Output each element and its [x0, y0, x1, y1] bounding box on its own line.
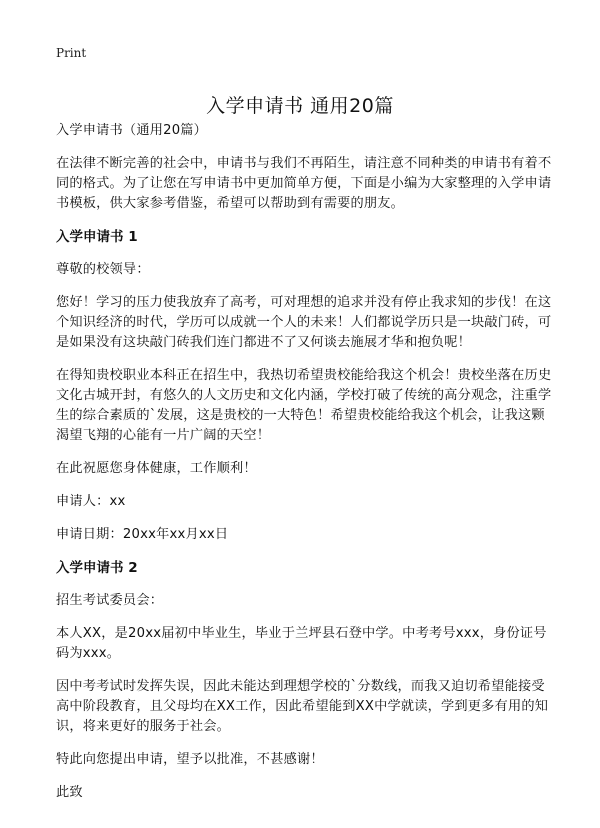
intro-subtitle: 入学申请书（通用20篇）: [56, 123, 208, 138]
section1-closing: 在此祝愿您身体健康，工作顺利！: [56, 461, 257, 476]
section1-paragraph-1: 您好！学习的压力使我放弃了高考，可对理想的追求并没有停止我求知的步伐！在这个知识经济的时代，学历可以成就一个人的未来！人们都说学历只是一块敲门砖，可是如果没有这块敲门砖我们连门都进不了又何谈去施展才华和抱负呢！: [56, 295, 552, 350]
section1-salutation: 尊敬的校领导：: [56, 262, 150, 277]
section-heading-1: 入学申请书 1: [56, 229, 138, 245]
intro-paragraph: 在法律不断完善的社会中，申请书与我们不再陌生，请注意不同种类的申请书有着不同的格式。为了让您在写申请书中更加简单方便，下面是小编为大家整理的入学申请书模板，供大家参考借鉴，希望可以帮助到有需要的朋友。: [56, 156, 552, 211]
section2-salutation: 招生考试委员会：: [56, 593, 164, 608]
document-content: [56, 121, 555, 803]
page-title: 入学申请书 通用20篇: [206, 94, 394, 117]
section1-paragraph-2: 在得知贵校职业本科正在招生中，我热切希望贵校能给我这个机会！贵校坐落在历史文化古城开封，有悠久的人文历史和文化内涵，学校打破了传统的高分观念，注重学生的综合素质的`发展，这是贵校的一大特色！希望贵校能给我这个机会，让我这颗渴望飞翔的心能有一片广阔的天空！: [56, 368, 552, 443]
section2-paragraph-2: 因中考考试时发挥失误，因此未能达到理想学校的`分数线，而我又迫切希望能接受高中阶段教育，且父母均在XX工作，因此希望能到XX中学就读，学到更多有用的知识，将来更好的服务于社会。: [56, 679, 549, 734]
section2-sign-off: 此致: [56, 785, 83, 800]
section2-paragraph-1: 本人XX，是20xx届初中毕业生，毕业于兰坪县石登中学。中考考号xxx，身份证号码为xxx。: [56, 626, 547, 661]
section1-date: 申请日期：20xx年xx月xx日: [56, 527, 229, 542]
section-heading-2: 入学申请书 2: [56, 560, 138, 576]
print-link[interactable]: Print: [56, 46, 87, 60]
section2-closing: 特此向您提出申请，望予以批准，不甚感谢！: [56, 752, 324, 767]
section1-applicant: 申请人：xx: [56, 494, 126, 509]
